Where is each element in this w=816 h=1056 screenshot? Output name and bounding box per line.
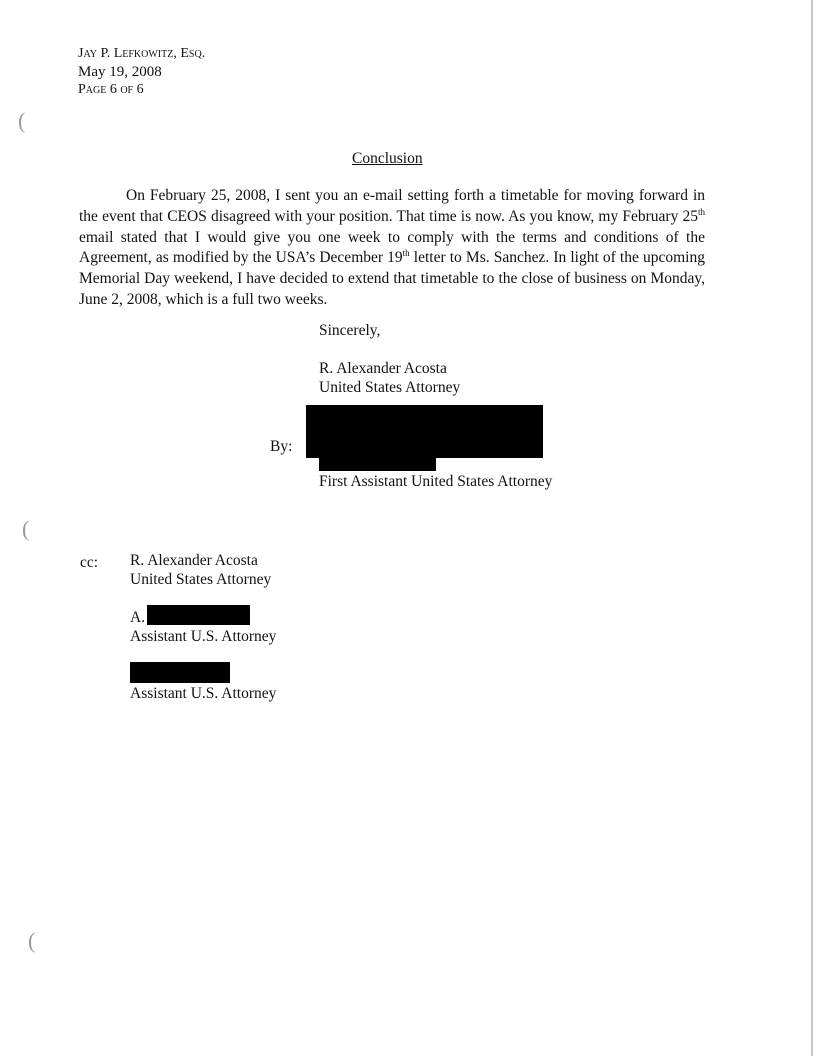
paragraph-line: Memorial Day weekend, I have decided to extend that timetable to the close of business on Monday, — [79, 270, 705, 288]
header-date: May 19, 2008 — [78, 64, 162, 80]
signer-name: R. Alexander Acosta — [319, 360, 447, 377]
body-paragraph — [79, 186, 705, 311]
header-page-number: Page 6 of 6 — [78, 82, 144, 97]
cc-recipient-title: Assistant U.S. Attorney — [130, 628, 277, 645]
paragraph-line: On February 25, 2008, I sent you an e-mail setting forth a timetable for moving forward in — [126, 187, 705, 204]
cc-recipient-name: R. Alexander Acosta — [130, 552, 258, 569]
header-recipient: Jay P. Lefkowitz, Esq. — [78, 46, 206, 61]
redacted-cc-name — [147, 605, 250, 625]
paragraph-line: June 2, 2008, which is a full two weeks. — [79, 290, 328, 308]
paragraph-line: email stated that I would give you one week to comply with the terms and conditions of the — [79, 228, 705, 246]
cc-recipient-title: United States Attorney — [130, 571, 272, 588]
cc-recipient-prefix: A. — [130, 609, 146, 626]
redacted-cc-name — [130, 662, 230, 683]
scan-hole-mark: ( — [18, 108, 26, 133]
redacted-name — [319, 457, 436, 471]
closing-salutation: Sincerely, — [319, 322, 381, 339]
paragraph-line: the event that CEOS disagreed with your position. That time is now. As you know, my February 25th — [79, 206, 705, 225]
cc-recipient-title: Assistant U.S. Attorney — [130, 685, 277, 702]
cc-label: cc: — [80, 554, 99, 571]
redacted-signature — [306, 405, 543, 458]
scan-hole-mark: ( — [22, 516, 30, 541]
section-title: Conclusion — [352, 150, 423, 167]
scan-hole-mark: ( — [28, 928, 36, 953]
scan-page-edge — [811, 0, 813, 1056]
paragraph-line: Agreement, as modified by the USA’s December 19th letter to Ms. Sanchez. In light of the upcoming — [79, 248, 705, 267]
by-label: By: — [270, 438, 293, 455]
signer-title: United States Attorney — [319, 379, 461, 396]
by-title: First Assistant United States Attorney — [319, 473, 553, 490]
